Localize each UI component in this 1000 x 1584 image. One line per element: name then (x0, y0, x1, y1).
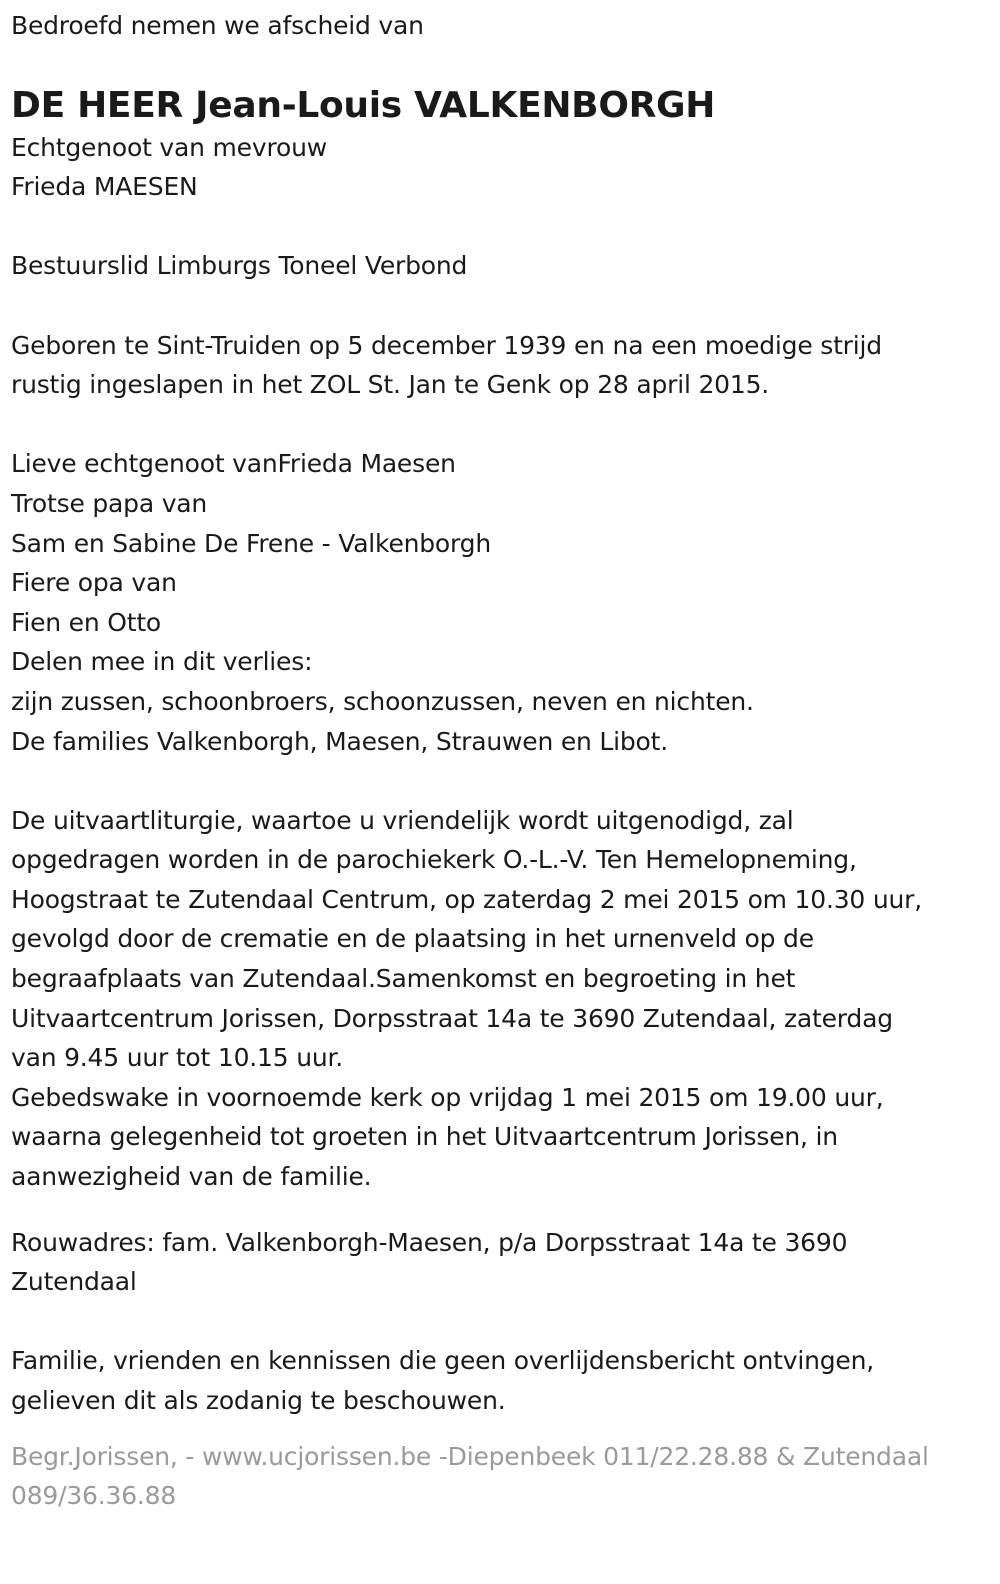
family-line: Fien en Otto (11, 607, 162, 637)
intro-text: Bedroefd nemen we afscheid van (11, 11, 424, 40)
notice-block (11, 1341, 986, 1420)
birth-line: rustig ingeslapen in het ZOL St. Jan te Genk op 28 april 2015. (11, 370, 770, 400)
spacer (11, 761, 986, 801)
footer-line: 089/36.36.88 (11, 1481, 177, 1511)
notice-line: Familie, vrienden en kennissen die geen overlijdensbericht ontvingen, (11, 1346, 875, 1376)
address-block (11, 1223, 986, 1302)
birth-block (11, 326, 986, 405)
ceremony-line: waarna gelegenheid tot groeten in het Uitvaartcentrum Jorissen, in (11, 1122, 838, 1152)
family-line: zijn zussen, schoonbroers, schoonzussen, neven en nichten. (11, 686, 754, 716)
ceremony-line: Uitvaartcentrum Jorissen, Dorpsstraat 14a te 3690 Zutendaal, zaterdag (11, 1003, 893, 1033)
footer-line: Begr.Jorissen, - www.ucjorissen.be -Diepenbeek 011/22.28.88 & Zutendaal (11, 1441, 929, 1471)
address-line: Zutendaal (11, 1267, 137, 1297)
notice-line: gelieven dit als zodanig te beschouwen. (11, 1386, 506, 1415)
funeral-home-footer (11, 1437, 986, 1516)
obituary-notice (11, 0, 986, 1516)
family-line: Delen mee in dit verlies: (11, 647, 313, 677)
spacer (11, 286, 986, 326)
spacer (11, 1302, 986, 1342)
spouse-name: Frieda MAESEN (11, 172, 198, 202)
address-line: Rouwadres: fam. Valkenborgh-Maesen, p/a Dorpsstraat 14a te 3690 (11, 1227, 848, 1257)
family-line: Sam en Sabine De Frene - Valkenborgh (11, 528, 491, 558)
ceremony-line: gevolgd door de crematie en de plaatsing in het urnenveld op de (11, 924, 814, 954)
family-block (11, 444, 986, 761)
birth-line: Geboren te Sint-Truiden op 5 december 1939 en na een moedige strijd (11, 330, 882, 360)
ceremony-line: aanwezigheid van de familie. (11, 1162, 372, 1192)
role-text: Bestuurslid Limburgs Toneel Verbond (11, 251, 468, 281)
spacer (11, 207, 986, 247)
ceremony-line: Gebedswake in voornoemde kerk op vrijdag 1 mei 2015 om 19.00 uur, (11, 1082, 884, 1112)
spouse-block (11, 128, 986, 207)
spacer (11, 405, 986, 445)
family-line: Lieve echtgenoot vanFrieda Maesen (11, 449, 456, 479)
ceremony-line: De uitvaartliturgie, waartoe u vriendelijk wordt uitgenodigd, zal (11, 805, 794, 835)
ceremony-block (11, 801, 986, 1197)
ceremony-line: begraafplaats van Zutendaal.Samenkomst en begroeting in het (11, 964, 796, 994)
ceremony-line: opgedragen worden in de parochiekerk O.-L.-V. Ten Hemelopneming, (11, 845, 857, 875)
ceremony-line: Hoogstraat te Zutendaal Centrum, op zaterdag 2 mei 2015 om 10.30 uur, (11, 884, 922, 914)
family-line: De families Valkenborgh, Maesen, Strauwen en Libot. (11, 726, 668, 756)
deceased-name: DE HEER Jean-Louis VALKENBORGH (11, 84, 716, 126)
ceremony-line: van 9.45 uur tot 10.15 uur. (11, 1043, 344, 1073)
spacer (11, 1197, 986, 1223)
spouse-line: Echtgenoot van mevrouw (11, 132, 327, 162)
family-line: Trotse papa van (11, 488, 208, 518)
family-line: Fiere opa van (11, 568, 177, 598)
